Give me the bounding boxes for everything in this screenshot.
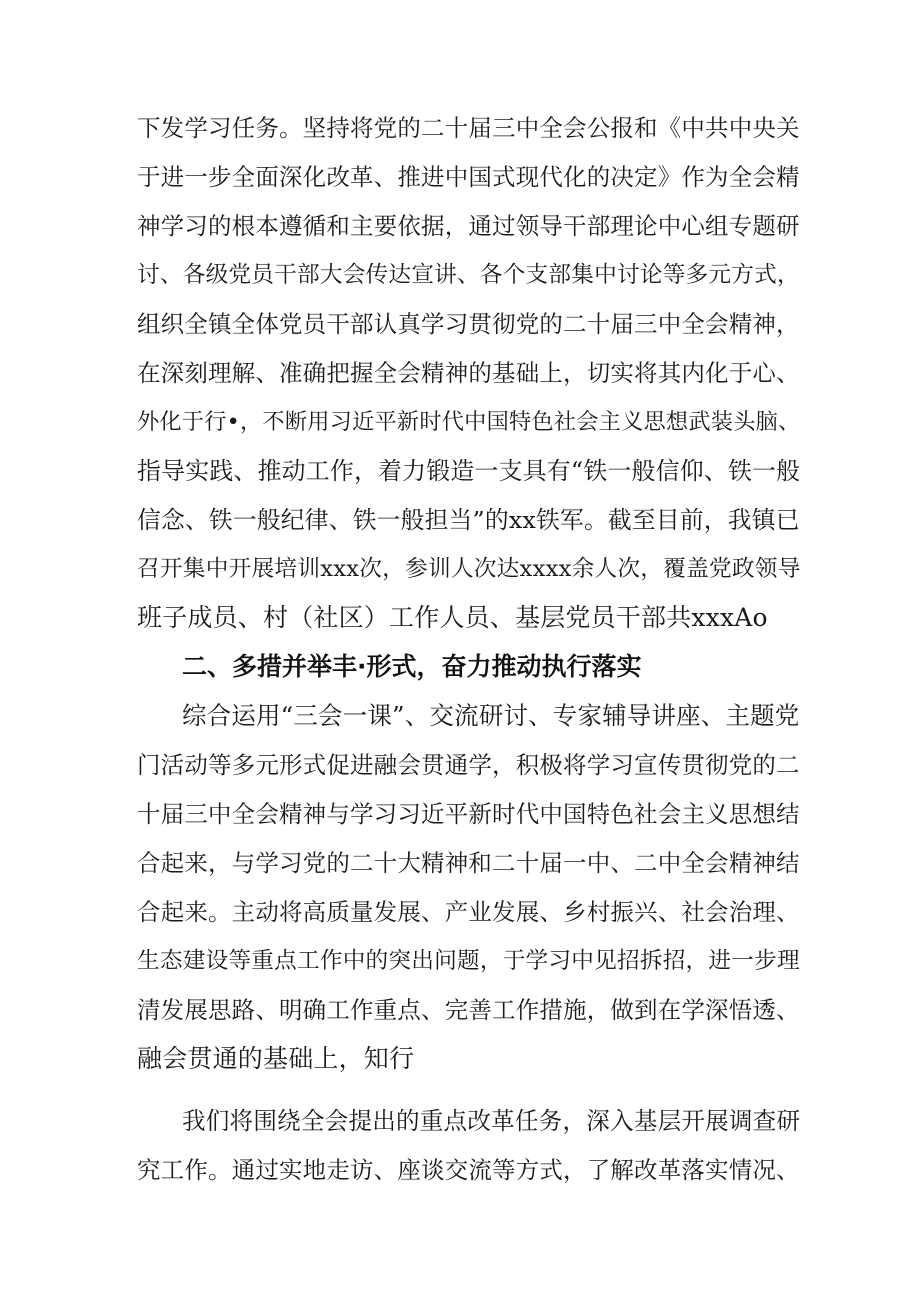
paragraph-2-line-7: 清发展思路、明确工作重点、完善工作措施，做到在学深悟透、 bbox=[137, 996, 800, 1024]
paragraph-2-line-4: 合起来，与学习党的二十大精神和二十届一中、二中全会精神结 bbox=[137, 849, 800, 877]
paragraph-1-line-11: 班子成员、村（社区）工作人员、基层党员干部共xxxAo bbox=[137, 603, 768, 632]
paragraph-3-line-1: 我们将围绕全会提出的重点改革任务，深入基层开展调查研 bbox=[182, 1107, 801, 1135]
paragraph-1-line-6: 在深刻理解、准确把握全会精神的基础上，切实将其内化于心、 bbox=[137, 359, 800, 387]
paragraph-2-line-6: 生态建设等重点工作中的突出问题，于学习中见招拆招，进一步理 bbox=[137, 948, 800, 974]
paragraph-2-line-3: 十届三中全会精神与学习习近平新时代中国特色社会主义思想结 bbox=[137, 800, 800, 828]
paragraph-2-line-8: 融会贯通的基础上，知行 bbox=[137, 1044, 415, 1073]
paragraph-1-line-5: 组织全镇全体党员干部认真学习贯彻党的二十届三中全会精神， bbox=[137, 310, 800, 338]
paragraph-1-line-10: 召开集中开展培训xxx次，参训人次达xxxx余人次，覆盖党政领导 bbox=[137, 556, 801, 582]
paragraph-2-line-2: 门活动等多元形式促进融会贯通学，积极将学习宣传贯彻党的二 bbox=[137, 751, 800, 779]
paragraph-1-line-4: 讨、各级党员干部大会传达宣讲、各个支部集中讨论等多元方式， bbox=[137, 262, 800, 288]
paragraph-1-line-7: 外化于行•，不断用习近平新时代中国特色社会主义思想武装头脑、 bbox=[137, 409, 801, 435]
paragraph-1-line-2: 于进一步全面深化改革、推进中国式现代化的决定》作为全会精 bbox=[137, 163, 800, 191]
paragraph-1-line-8: 指导实践、推动工作，着力锻造一支具有“铁一般信仰、铁一般 bbox=[137, 457, 801, 485]
section-2-heading: 二、多措并举丰·形式，奋力推动执行落实 bbox=[182, 652, 642, 681]
paragraph-3-line-2: 究工作。通过实地走访、座谈交流等方式，了解改革落实情况、 bbox=[137, 1156, 800, 1184]
paragraph-2-line-5: 合起来。主动将高质量发展、产业发展、乡村振兴、社会治理、 bbox=[137, 898, 800, 926]
paragraph-2-line-1: 综合运用“三会一课”、交流研讨、专家辅导讲座、主题党 bbox=[182, 701, 800, 730]
paragraph-1-line-3: 神学习的根本遵循和主要依据，通过领导干部理论中心组专题研 bbox=[137, 212, 800, 240]
paragraph-1-line-9: 信念、铁一般纪律、铁一般担当”的xx铁军。截至目前，我镇已 bbox=[137, 506, 800, 534]
paragraph-1-line-1: 下发学习任务。坚持将党的二十届三中全会公报和《中共中央关 bbox=[137, 114, 800, 142]
